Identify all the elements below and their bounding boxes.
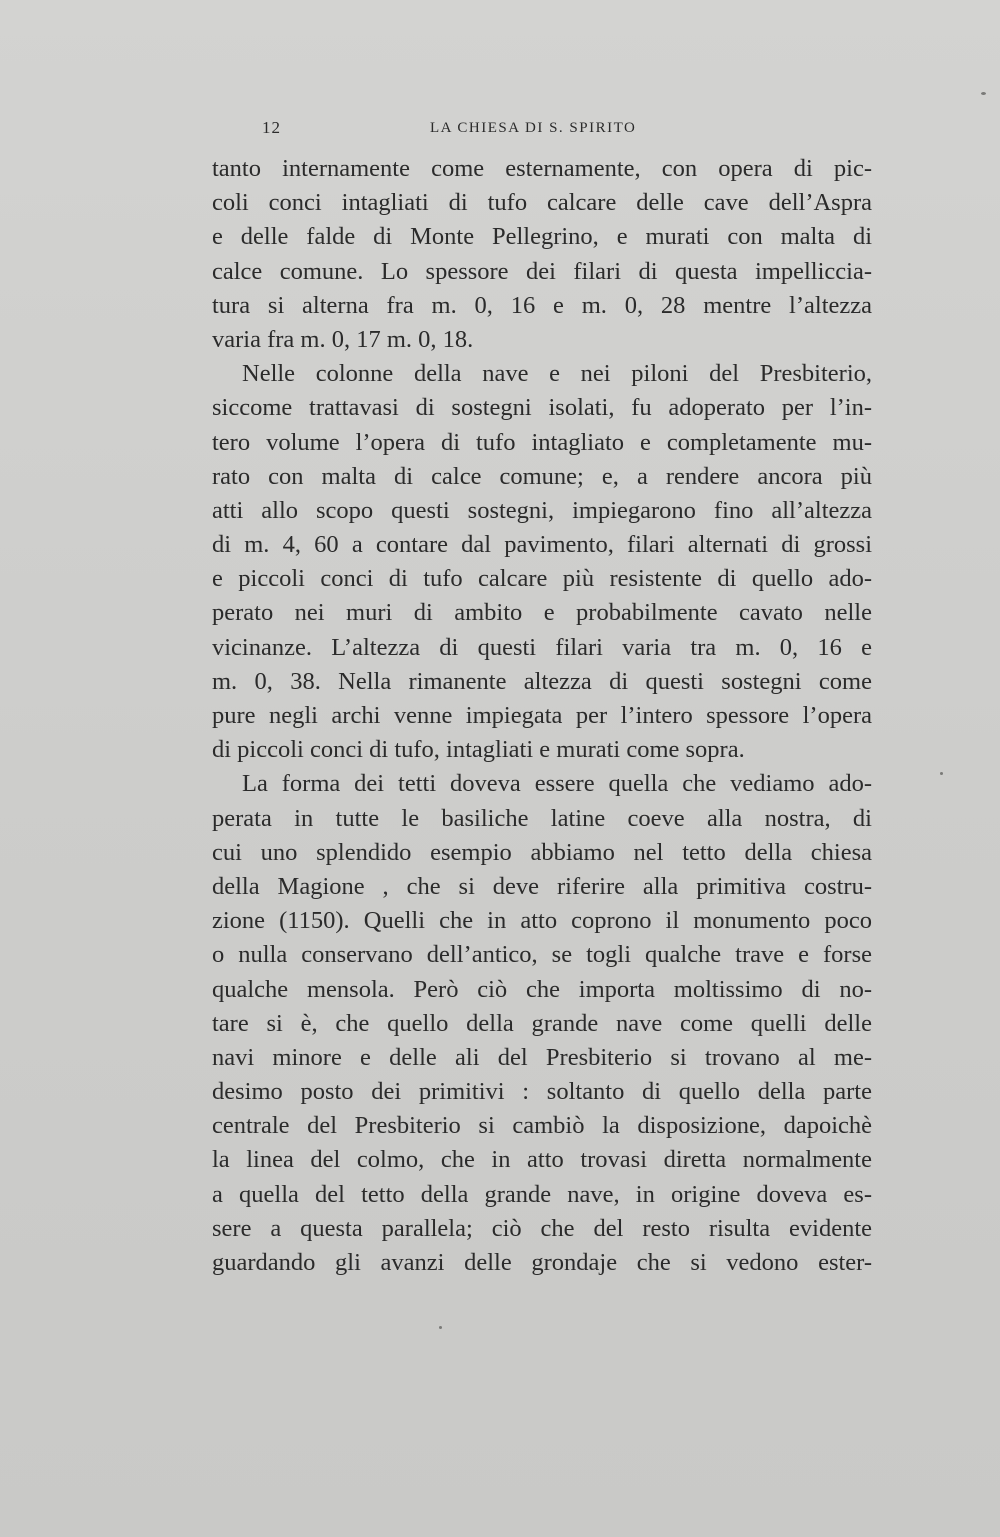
text-line: perata in tutte le basiliche latine coeve alla nostra, di: [212, 804, 872, 832]
text-line: a quella del tetto della grande nave, in origine doveva es-: [212, 1180, 872, 1208]
text-line: o nulla conservano dell’antico, se togli qualche trave e forse: [212, 941, 872, 969]
text-line: coli conci intagliati di tufo calcare delle cave dell’Aspra: [212, 189, 872, 217]
text-line: rato con malta di calce comune; e, a rendere ancora più: [212, 462, 872, 490]
running-head: [258, 118, 878, 142]
text-line: della Magione , che si deve riferire alla primitiva costru-: [212, 872, 872, 900]
text-line: qualche mensola. Però ciò che importa moltissimo di no-: [212, 975, 872, 1003]
text-line: cui uno splendido esempio abbiamo nel tetto della chiesa: [212, 838, 872, 866]
text-line: desimo posto dei primitivi : soltanto di quello della parte: [212, 1078, 872, 1106]
paragraph-3: [212, 767, 872, 1280]
text-line: siccome trattavasi di sostegni isolati, fu adoperato per l’in-: [212, 394, 872, 422]
text-line: perato nei muri di ambito e probabilmente cavato nelle: [212, 599, 872, 627]
text-line: m. 0, 38. Nella rimanente altezza di questi sostegni come: [212, 667, 872, 695]
text-line: la linea del colmo, che in atto trovasi diretta normalmente: [212, 1146, 872, 1174]
paragraph-1: [212, 152, 872, 357]
page-number: 12: [262, 118, 281, 137]
text-line: e piccoli conci di tufo calcare più resistente di quello ado-: [212, 565, 872, 593]
text-line: La forma dei tetti doveva essere quella che vediamo ado-: [242, 770, 872, 798]
text-line: varia fra m. 0, 17 m. 0, 18.: [212, 325, 474, 353]
text-line: e delle falde di Monte Pellegrino, e murati con malta di: [212, 223, 872, 251]
text-line: pure negli archi venne impiegata per l’intero spessore l’opera: [212, 702, 872, 729]
text-line: zione (1150). Quelli che in atto coprono il monumento poco: [212, 907, 872, 935]
text-line: guardando gli avanzi delle grondaje che si vedono ester-: [212, 1249, 872, 1276]
running-head-title: LA CHIESA DI S. SPIRITO: [430, 120, 637, 136]
paper-speck: [940, 772, 943, 775]
text-line: tero volume l’opera di tufo intagliato e completamente mu-: [212, 428, 872, 456]
text-line: di piccoli conci di tufo, intagliati e murati come sopra.: [212, 736, 745, 764]
text-line: navi minore e delle ali del Presbiterio si trovano al me-: [212, 1043, 872, 1071]
text-line: tura si alterna fra m. 0, 16 e m. 0, 28 mentre l’altezza: [212, 291, 872, 319]
text-line: tare si è, che quello della grande nave come quelli delle: [212, 1009, 872, 1037]
text-line: centrale del Presbiterio si cambiò la disposizione, dapoichè: [212, 1112, 872, 1140]
paper-speck: [981, 92, 986, 95]
body-text: [212, 152, 872, 1280]
text-line: sere a questa parallela; ciò che del resto risulta evidente: [212, 1214, 872, 1242]
text-line: Nelle colonne della nave e nei piloni del Presbiterio,: [242, 360, 872, 388]
text-line: di m. 4, 60 a contare dal pavimento, filari alternati di grossi: [212, 531, 872, 559]
text-line: atti allo scopo questi sostegni, impiegarono fino all’altezza: [212, 496, 872, 524]
paper-speck: [439, 1326, 442, 1329]
text-line: calce comune. Lo spessore dei filari di questa impelliccia-: [212, 257, 872, 285]
paragraph-2: [212, 357, 872, 767]
text-line: tanto internamente come esternamente, con opera di pic-: [212, 155, 872, 182]
text-line: vicinanze. L’altezza di questi filari varia tra m. 0, 16 e: [212, 633, 872, 661]
